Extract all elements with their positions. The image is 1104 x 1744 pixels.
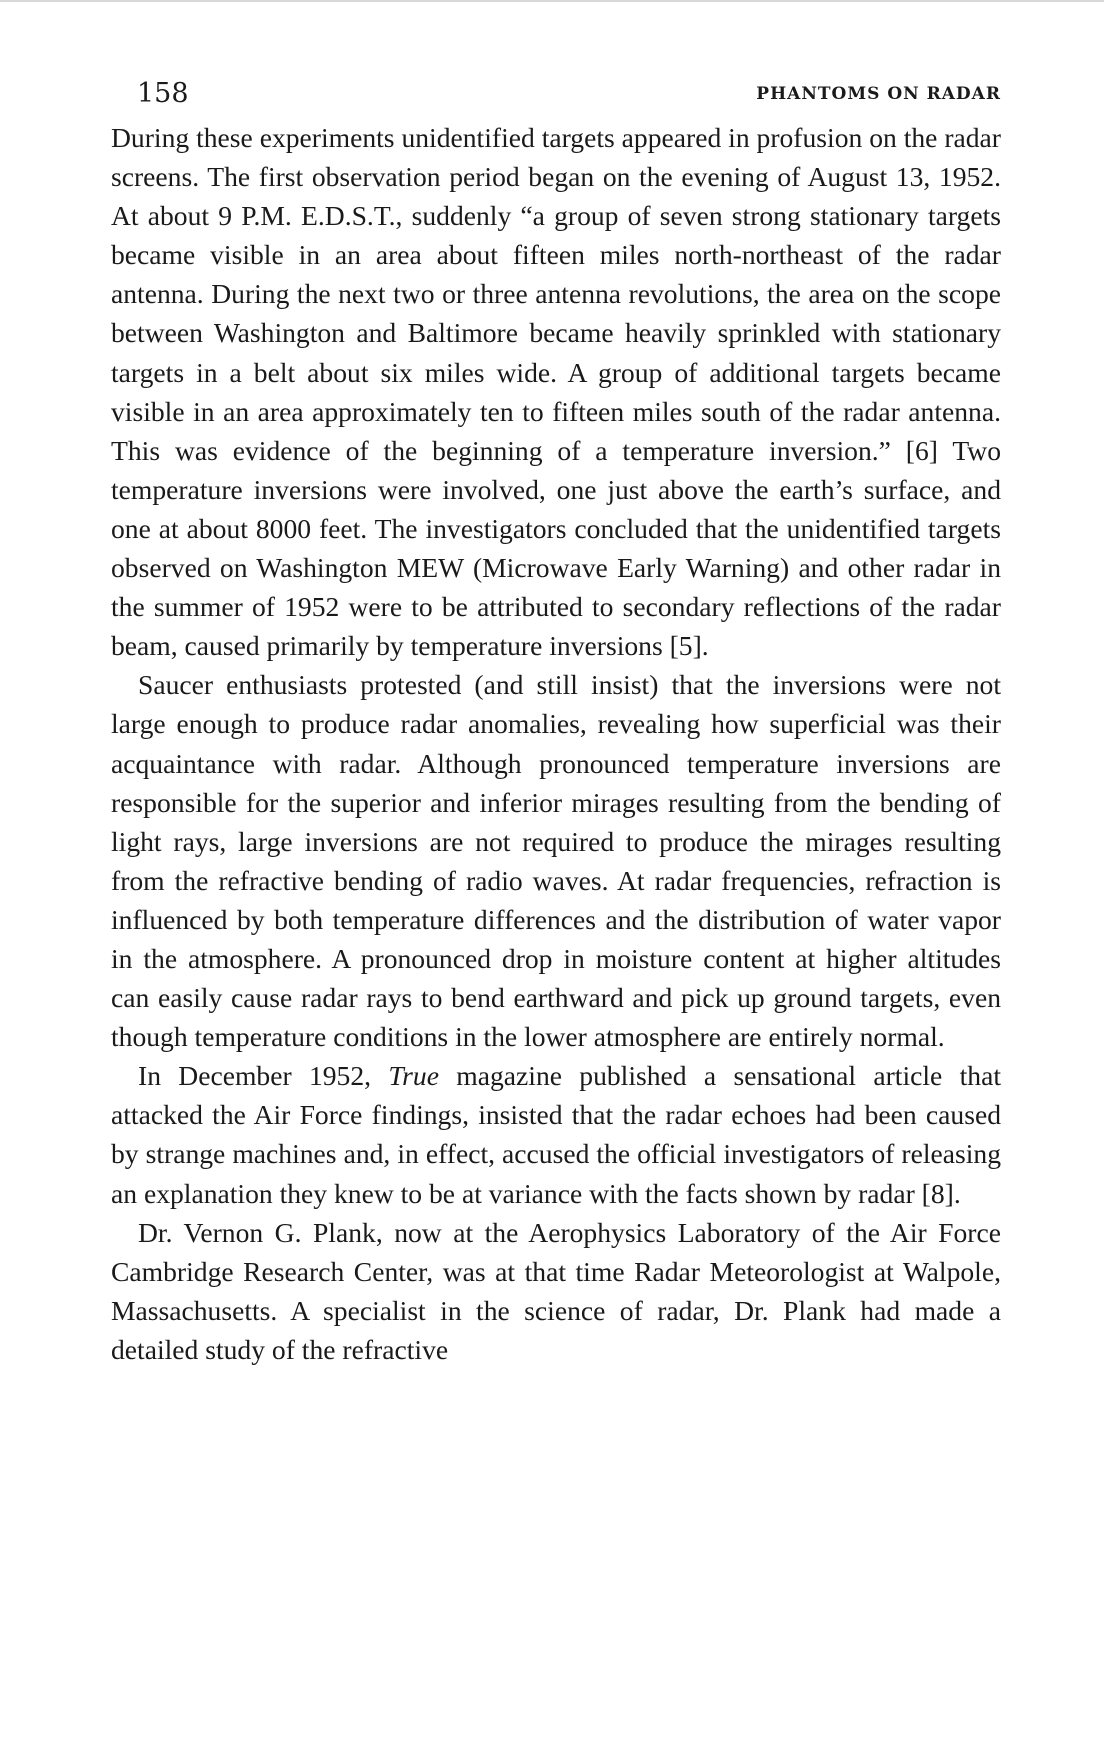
top-edge-rule bbox=[0, 0, 1104, 2]
paragraph-dr-plank: Dr. Vernon G. Plank, now at the Aerophysics Laboratory of the Air Force Cambridge Research Center, was at that time Radar Meteorologist at Walpole, Massachusetts. A specialist in the science of radar, Dr. Plank had made a detailed study of the refractive bbox=[111, 1216, 1001, 1365]
running-title: PHANTOMS ON RADAR bbox=[756, 84, 1001, 104]
paragraph-experiments: During these experiments unidentified targets appeared in profusion on the radar screens. The first observation period began on the evening of August 13, 1952. At about 9 P.M. E.D.S.T., suddenly “a group of seven strong stationary targets became visible in an area about fifteen miles north-northeast of the radar antenna. During the next two or three antenna revolutions, the area on the scope between Washington and Baltimore became heavily sprinkled with stationary targets in a belt about six miles wide. A group of additional targets became visible in an area approximately ten to fifteen miles south of the radar antenna. This was evidence of the beginning of a temperature inversion.” [6] Two temperature inversions were involved, one just above the earth’s surface, and one at about 8000 feet. The investigators concluded that the unidentified targets observed on Washington MEW (Microwave Early Warning) and other radar in the summer of 1952 were to be attributed to secondary reflections of the radar beam, caused primarily by temperature inversions [5]. bbox=[111, 122, 1001, 662]
paragraph-saucer-enthusiasts: Saucer enthusiasts protested (and still insist) that the inversions were not large enough to produce radar anomalies, revealing how superficial was their acquaintance with radar. Although pronounced temperature inversions are responsible for the superior and inferior mirages resulting from the bending of light rays, large inversions are not required to produce the mirages resulting from the refractive bending of radio waves. At radar frequencies, refraction is influenced by both temperature differences and the distribution of water vapor in the atmosphere. A pronounced drop in moisture content at higher altitudes can easily cause radar rays to bend earthward and pick up ground targets, even though temperature conditions in the lower atmosphere are entirely normal. bbox=[111, 669, 1001, 1053]
book-page bbox=[111, 78, 1001, 1369]
paragraph-text-start: In December 1952, bbox=[138, 1060, 389, 1092]
body-text bbox=[111, 118, 1001, 1369]
running-head bbox=[111, 78, 1001, 118]
paragraph-text-end: magazine published a sensational article that attacked the Air Force findings, insisted that the radar echoes had been caused by strange machines and, in effect, accused the official investigators of releasing an explanation they knew to be at variance with the facts shown by radar [8]. bbox=[111, 1060, 1001, 1209]
magazine-title: True bbox=[388, 1060, 439, 1092]
paragraph-true-magazine bbox=[111, 1056, 1001, 1212]
page-number: 158 bbox=[137, 78, 189, 109]
